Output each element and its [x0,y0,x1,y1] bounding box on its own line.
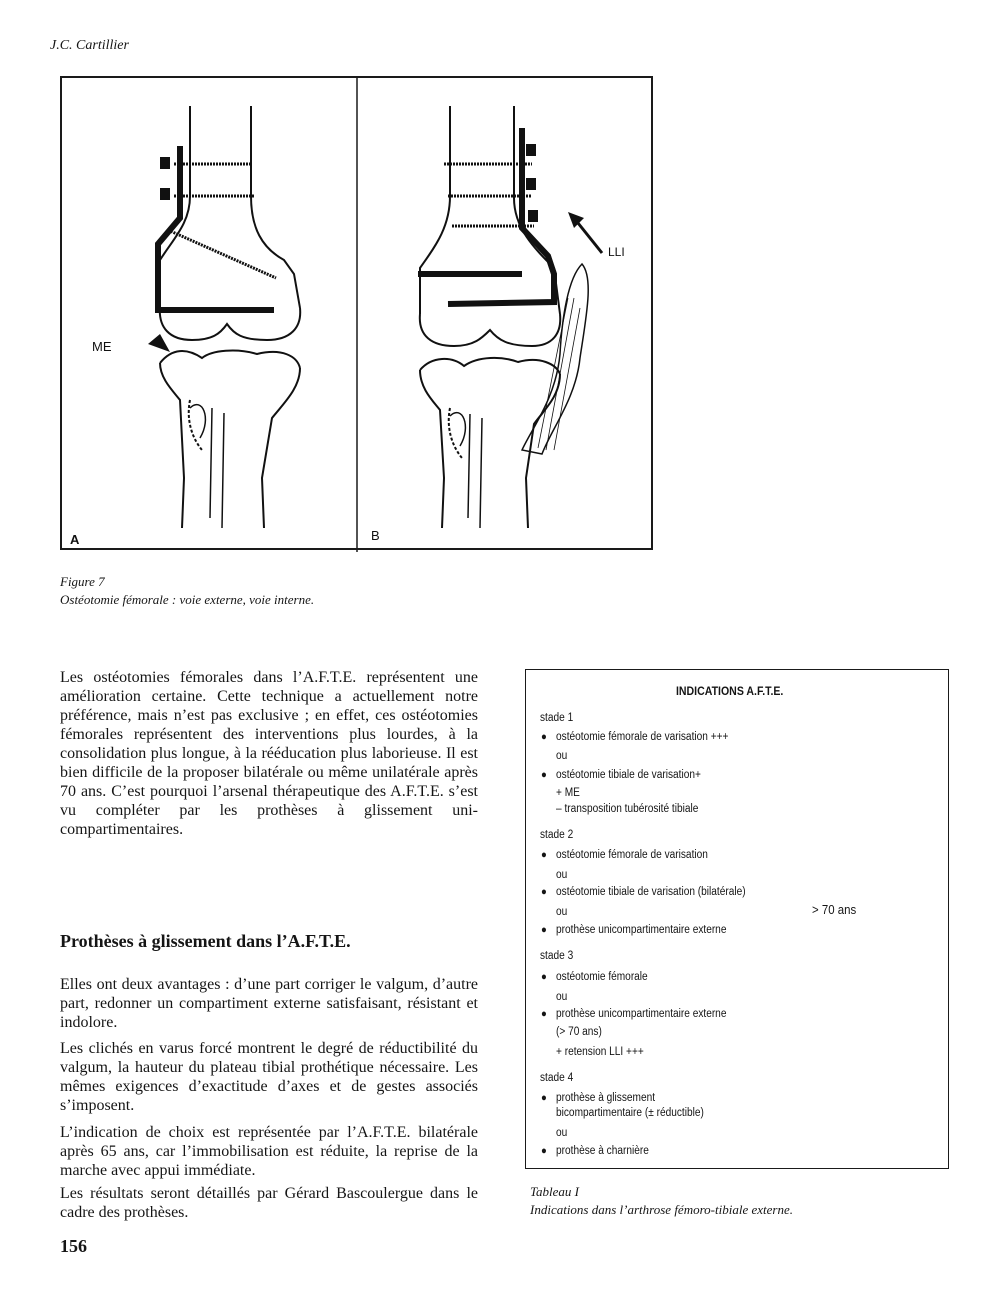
page-number: 156 [60,1236,87,1256]
stage-1-or: ou [556,750,568,762]
stage-2-option-a: ● ostéotomie fémorale de varisation [556,849,708,861]
figure-caption-text: Ostéotomie fémorale : voie externe, voie interne. [60,592,315,607]
stage-2-or-2: ou [556,906,568,918]
panel-b-label: B [371,528,380,543]
indications-table [525,669,949,1169]
stage-4-option-a: ● prothèse à glissement [556,1092,655,1104]
stage-2-age-note: > 70 ans [812,902,857,917]
stage-3-option-b-line3: + retension LLI +++ [556,1046,644,1058]
table-caption-text: Indications dans l’arthrose fémoro-tibiale externe. [530,1202,793,1217]
figure-caption-number: Figure 7 [60,574,105,589]
paragraph-4: L’indication de choix est représentée par l’A.F.T.E. bilatérale après 65 ans, car l’immobilisation est réduite, la reprise de la marche avec appui immédiate. [60,1124,478,1179]
table-caption-number: Tableau I [530,1184,579,1199]
stage-2-heading: stade 2 [540,829,574,841]
stage-1-option-b: ● ostéotomie tibiale de varisation+ [556,769,701,781]
stage-1-option-a: ● ostéotomie fémorale de varisation +++ [556,731,728,743]
stage-2-option-b: ● ostéotomie tibiale de varisation (bilatérale) [556,886,746,898]
panel-b-drawing [420,106,602,528]
stage-3-option-b: ● prothèse unicompartimentaire externe [556,1008,726,1020]
stage-4-option-b: ● prothèse à charnière [556,1145,649,1157]
figure-7 [60,76,653,550]
lli-label: LLI [608,245,625,259]
stage-4-heading: stade 4 [540,1072,574,1084]
paragraph-1: Les ostéotomies fémorales dans l’A.F.T.E. représentent une amélioration certaine. Cette technique a actuellement notre préférence, mais n’est pas exclusive ; en effet, ces ostéotomies fémorales représentent des interventions plus lourdes, à la consolidation plus longue, à la rééducation plus laborieuse. Il est bien difficile de la proposer bilatérale ou même unilatérale après 70 ans. C’est pourquoi l’arsenal thérapeutique des A.F.T.E. s’est vu compléter par les prothèses à glissement uni-compartimentaires. [60,669,478,838]
paragraph-5: Les résultats seront détaillés par Gérard Bascoulergue dans le cadre des prothèses. [60,1185,478,1221]
paragraph-2: Elles ont deux avantages : d’une part corriger le valgum, d’autre part, redonner un compartiment externe satisfaisant, résistant et indolore. [60,976,478,1031]
stage-1-heading: stade 1 [540,712,574,724]
stage-3-or: ou [556,991,568,1003]
stage-1-option-b-line2: + ME [556,787,580,799]
stage-2-or-1: ou [556,869,568,881]
stage-1-option-b-line3: – transposition tubérosité tibiale [556,803,699,815]
stage-3-heading: stade 3 [540,950,574,962]
section-heading: Prothèses à glissement dans l’A.F.T.E. [60,931,351,951]
knee-osteotomy-illustration [62,78,655,552]
stage-3-option-a: ● ostéotomie fémorale [556,971,648,983]
stage-4-or: ou [556,1127,568,1139]
panel-a-label: A [70,532,80,547]
stage-4-option-a-line2: bicompartimentaire (± réductible) [556,1107,704,1119]
stage-2-option-c: ● prothèse unicompartimentaire externe [556,924,726,936]
me-wedge-marker [148,334,170,352]
stage-3-option-b-line2: (> 70 ans) [556,1026,602,1038]
paragraph-3: Les clichés en varus forcé montrent le degré de réductibilité du valgum, la hauteur du plateau tibial prothétique nécessaire. Les mêmes exigences d’exactitude d’axes et de gestes associés s’imposent. [60,1040,478,1114]
table-title: INDICATIONS A.F.T.E. [676,684,784,698]
me-label: ME [92,339,112,354]
running-header-author: J.C. Cartillier [50,38,129,53]
